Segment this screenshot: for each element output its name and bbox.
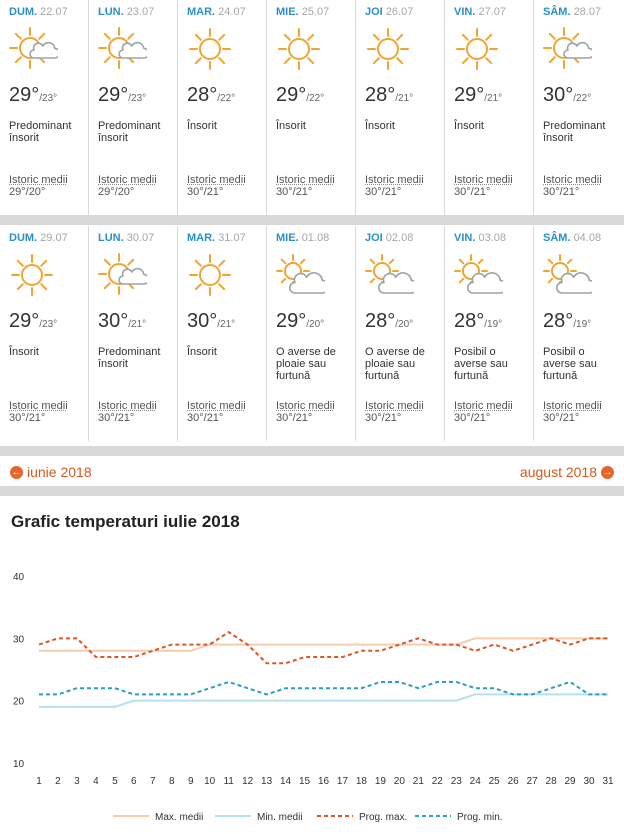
x-tick-label: 4	[93, 776, 99, 787]
weather-description: O averse de ploaie sau furtună	[365, 346, 425, 382]
weather-description: Însorit	[454, 120, 484, 132]
day-card[interactable]	[89, 226, 178, 441]
historical-averages[interactable]	[543, 174, 602, 198]
day-header	[276, 6, 329, 18]
day-header	[365, 6, 413, 18]
day-card[interactable]	[445, 0, 534, 215]
day-header	[543, 6, 601, 18]
x-tick-label: 24	[469, 776, 481, 787]
historical-averages[interactable]	[187, 174, 246, 198]
day-card[interactable]	[0, 0, 89, 215]
temp-max: 29°	[9, 84, 40, 106]
x-tick-label: 6	[131, 776, 137, 787]
day-name: SÂM.	[543, 6, 571, 18]
x-tick-label: 3	[74, 776, 80, 787]
hist-value: 30°/21°	[98, 412, 135, 424]
hist-label[interactable]: Istoric medii	[9, 400, 68, 412]
legend-label: Max. medii	[155, 812, 204, 823]
sun-icon	[362, 24, 414, 72]
hist-label[interactable]: Istoric medii	[187, 400, 246, 412]
hist-value: 30°/21°	[276, 412, 313, 424]
day-card[interactable]	[178, 226, 267, 441]
day-name: MIE.	[276, 6, 299, 18]
day-temperature	[98, 84, 146, 107]
hist-label[interactable]: Istoric medii	[454, 400, 513, 412]
x-tick-label: 25	[488, 776, 500, 787]
legend-label: Prog. min.	[457, 812, 503, 823]
x-tick-label: 27	[526, 776, 538, 787]
day-name: SÂM.	[543, 232, 571, 244]
day-name: LUN.	[98, 6, 124, 18]
sun-icon	[451, 24, 503, 72]
temp-min: /22°	[217, 93, 236, 104]
x-tick-label: 31	[602, 776, 614, 787]
day-card[interactable]	[445, 226, 534, 441]
day-temperature	[365, 84, 413, 107]
x-tick-label: 9	[187, 776, 194, 787]
partly-cloudy-sun-icon	[540, 24, 592, 72]
hist-value: 29°/20°	[9, 186, 46, 198]
day-card[interactable]	[356, 0, 445, 215]
day-temperature	[543, 310, 591, 333]
historical-averages[interactable]	[365, 174, 424, 198]
historical-averages[interactable]	[9, 400, 68, 424]
weather-description: Posibil o averse sau furtună	[543, 346, 597, 382]
temp-min: /23°	[39, 319, 58, 330]
historical-averages[interactable]	[98, 174, 157, 198]
day-date: 27.07	[478, 6, 506, 18]
day-card[interactable]	[356, 226, 445, 441]
weather-description: Predominant însorit	[98, 120, 161, 144]
hist-label[interactable]: Istoric medii	[365, 400, 424, 412]
day-name: DUM.	[9, 232, 38, 244]
y-tick-label: 40	[13, 572, 25, 583]
day-header	[98, 6, 154, 18]
weather-description: Predominant însorit	[9, 120, 72, 144]
x-tick-label: 13	[261, 776, 273, 787]
hist-value: 30°/21°	[276, 186, 313, 198]
day-header	[543, 232, 601, 244]
series-prog-max	[39, 632, 608, 663]
temp-max: 28°	[543, 310, 574, 332]
temp-min: /21°	[128, 319, 147, 330]
hist-value: 30°/21°	[365, 412, 402, 424]
next-month-label: august 2018	[519, 464, 597, 480]
day-temperature	[9, 310, 57, 333]
month-navigation	[0, 456, 624, 486]
day-card[interactable]	[267, 226, 356, 441]
day-header	[9, 6, 68, 18]
day-temperature	[543, 84, 591, 107]
historical-averages[interactable]	[543, 400, 602, 424]
day-name: DUM.	[9, 6, 38, 18]
x-tick-label: 1	[36, 776, 42, 787]
partly-cloudy-sun-icon	[95, 250, 147, 298]
day-temperature	[9, 84, 57, 107]
day-temperature	[365, 310, 413, 333]
separator	[0, 215, 624, 225]
hist-value: 30°/21°	[187, 412, 224, 424]
hist-label[interactable]: Istoric medii	[9, 174, 68, 186]
day-header	[187, 232, 246, 244]
day-header	[454, 6, 506, 18]
x-tick-label: 23	[450, 776, 462, 787]
prev-month-link[interactable]	[10, 464, 92, 480]
temp-min: /21°	[395, 93, 414, 104]
hist-value: 30°/21°	[543, 412, 580, 424]
day-header	[98, 232, 154, 244]
day-name: MAR.	[187, 6, 216, 18]
cloud-sun-icon	[273, 250, 325, 298]
temp-min: /20°	[395, 319, 414, 330]
temp-min: /23°	[39, 93, 58, 104]
x-tick-label: 16	[317, 776, 330, 787]
weather-description: Însorit	[187, 346, 217, 358]
cloud-sun-icon	[362, 250, 414, 298]
day-temperature	[454, 310, 502, 333]
separator	[0, 486, 624, 496]
day-card[interactable]	[534, 0, 624, 215]
x-tick-label: 30	[583, 776, 595, 787]
next-month-link[interactable]	[520, 464, 614, 480]
temp-max: 28°	[187, 84, 218, 106]
x-tick-label: 7	[150, 776, 156, 787]
day-name: LUN.	[98, 232, 124, 244]
legend-label: Min. medii	[257, 812, 303, 823]
day-temperature	[187, 84, 235, 107]
day-date: 03.08	[478, 232, 506, 244]
y-tick-label: 30	[13, 634, 25, 646]
arrow-right-circle-icon: →	[602, 466, 613, 478]
weather-description: Posibil o averse sau furtună	[454, 346, 508, 382]
temp-max: 28°	[454, 310, 485, 332]
x-tick-label: 5	[112, 776, 118, 787]
x-tick-label: 21	[412, 776, 424, 787]
day-card[interactable]	[534, 226, 624, 441]
hist-value: 30°/21°	[365, 186, 402, 198]
historical-averages[interactable]	[454, 174, 513, 198]
hist-label[interactable]: Istoric medii	[187, 174, 246, 186]
x-tick-label: 8	[168, 776, 175, 787]
sun-icon	[273, 24, 325, 72]
hist-label[interactable]: Istoric medii	[276, 174, 335, 186]
day-card[interactable]	[178, 0, 267, 215]
prev-month-label: iunie 2018	[27, 464, 92, 480]
y-tick-label: 10	[13, 759, 25, 770]
hist-label[interactable]: Istoric medii	[276, 400, 335, 412]
x-tick-label: 28	[545, 776, 557, 787]
temp-max: 30°	[543, 84, 574, 106]
day-card[interactable]	[89, 0, 178, 215]
y-tick-label: 20	[13, 696, 25, 708]
day-temperature	[276, 84, 324, 107]
day-date: 29.07	[40, 232, 68, 244]
day-date: 04.08	[573, 232, 602, 244]
hist-label[interactable]: Istoric medii	[454, 174, 513, 186]
temp-max: 28°	[365, 310, 396, 332]
hist-value: 30°/21°	[187, 186, 224, 198]
hist-value: 29°/20°	[98, 186, 135, 198]
x-tick-label: 17	[336, 776, 349, 787]
day-temperature	[98, 310, 146, 333]
x-tick-label: 14	[280, 776, 292, 787]
day-date: 25.07	[301, 6, 330, 18]
temp-max: 28°	[365, 84, 396, 106]
forecast-week	[0, 0, 624, 215]
day-date: 23.07	[126, 6, 155, 18]
weather-description: Însorit	[276, 120, 306, 132]
weather-description: Predominant însorit	[98, 346, 161, 370]
day-temperature	[454, 84, 502, 107]
temp-min: /21°	[484, 93, 503, 104]
day-temperature	[187, 310, 235, 333]
temp-min: /22°	[573, 93, 592, 104]
day-name: MAR.	[187, 232, 216, 244]
hist-label[interactable]: Istoric medii	[543, 174, 602, 186]
sun-icon	[6, 250, 58, 298]
temp-max: 29°	[454, 84, 485, 106]
historical-averages[interactable]	[276, 174, 335, 198]
temp-max: 29°	[98, 84, 129, 106]
historical-averages[interactable]	[187, 400, 246, 424]
hist-value: 30°/21°	[454, 186, 491, 198]
hist-label[interactable]: Istoric medii	[98, 400, 157, 412]
day-name: VIN.	[454, 232, 476, 244]
hist-value: 30°/21°	[543, 186, 580, 198]
temp-min: /20°	[306, 319, 325, 330]
partly-cloudy-sun-icon	[6, 24, 58, 72]
historical-averages[interactable]	[276, 400, 335, 424]
temp-min: /19°	[484, 319, 503, 330]
x-tick-label: 18	[355, 776, 367, 787]
day-date: 26.07	[385, 6, 414, 18]
legend-label: Prog. max.	[359, 812, 408, 823]
day-header	[276, 232, 329, 244]
day-date: 01.08	[301, 232, 330, 244]
day-date: 22.07	[40, 6, 68, 18]
arrow-left-circle-icon: ←	[11, 466, 22, 478]
x-tick-label: 10	[204, 776, 216, 787]
day-date: 31.07	[218, 232, 246, 244]
x-tick-label: 19	[374, 776, 386, 787]
x-tick-label: 29	[564, 776, 576, 787]
day-header	[365, 232, 413, 244]
hist-label[interactable]: Istoric medii	[98, 174, 157, 186]
day-name: JOI	[365, 6, 383, 18]
day-header	[187, 6, 246, 18]
day-date: 02.08	[385, 232, 414, 244]
day-header	[9, 232, 68, 244]
x-tick-label: 15	[298, 776, 311, 787]
hist-label[interactable]: Istoric medii	[543, 400, 602, 412]
historical-averages[interactable]	[454, 400, 513, 424]
partly-cloudy-sun-icon	[95, 24, 147, 72]
temperature-chart	[0, 560, 624, 834]
weather-description: Însorit	[187, 120, 217, 132]
day-header	[454, 232, 506, 244]
x-tick-label: 22	[431, 776, 443, 787]
day-name: VIN.	[454, 6, 476, 18]
temp-max: 30°	[187, 310, 218, 332]
cloud-sun-icon	[540, 250, 592, 298]
separator	[0, 446, 624, 456]
hist-value: 30°/21°	[9, 412, 46, 424]
temp-min: /23°	[128, 93, 147, 104]
chart-title: Grafic temperaturi iulie 2018	[11, 512, 240, 531]
day-date: 30.07	[126, 232, 155, 244]
day-date: 24.07	[218, 6, 246, 18]
historical-averages[interactable]	[9, 174, 68, 198]
hist-value: 30°/21°	[454, 412, 491, 424]
day-date: 28.07	[573, 6, 602, 18]
weather-description: Însorit	[9, 346, 39, 358]
temp-max: 29°	[276, 84, 307, 106]
sun-icon	[184, 250, 236, 298]
hist-label[interactable]: Istoric medii	[365, 174, 424, 186]
day-name: MIE.	[276, 232, 299, 244]
weather-description: Însorit	[365, 120, 395, 132]
cloud-sun-icon	[451, 250, 503, 298]
temp-min: /22°	[306, 93, 325, 104]
day-card[interactable]	[267, 0, 356, 215]
day-temperature	[276, 310, 324, 333]
x-tick-label: 2	[55, 776, 61, 787]
x-tick-label: 12	[242, 776, 254, 787]
temp-min: /19°	[573, 319, 592, 330]
weather-description: O averse de ploaie sau furtună	[276, 346, 336, 382]
sun-icon	[184, 24, 236, 72]
weather-description: Predominant însorit	[543, 120, 606, 144]
day-name: JOI	[365, 232, 383, 244]
x-tick-label: 26	[507, 776, 519, 787]
temp-min: /21°	[217, 319, 236, 330]
x-tick-label: 20	[393, 776, 405, 787]
day-card[interactable]	[0, 226, 89, 441]
temp-max: 29°	[276, 310, 307, 332]
forecast-week	[0, 226, 624, 441]
x-tick-label: 11	[223, 776, 234, 787]
historical-averages[interactable]	[365, 400, 424, 424]
historical-averages[interactable]	[98, 400, 157, 424]
temp-max: 29°	[9, 310, 40, 332]
temp-max: 30°	[98, 310, 129, 332]
